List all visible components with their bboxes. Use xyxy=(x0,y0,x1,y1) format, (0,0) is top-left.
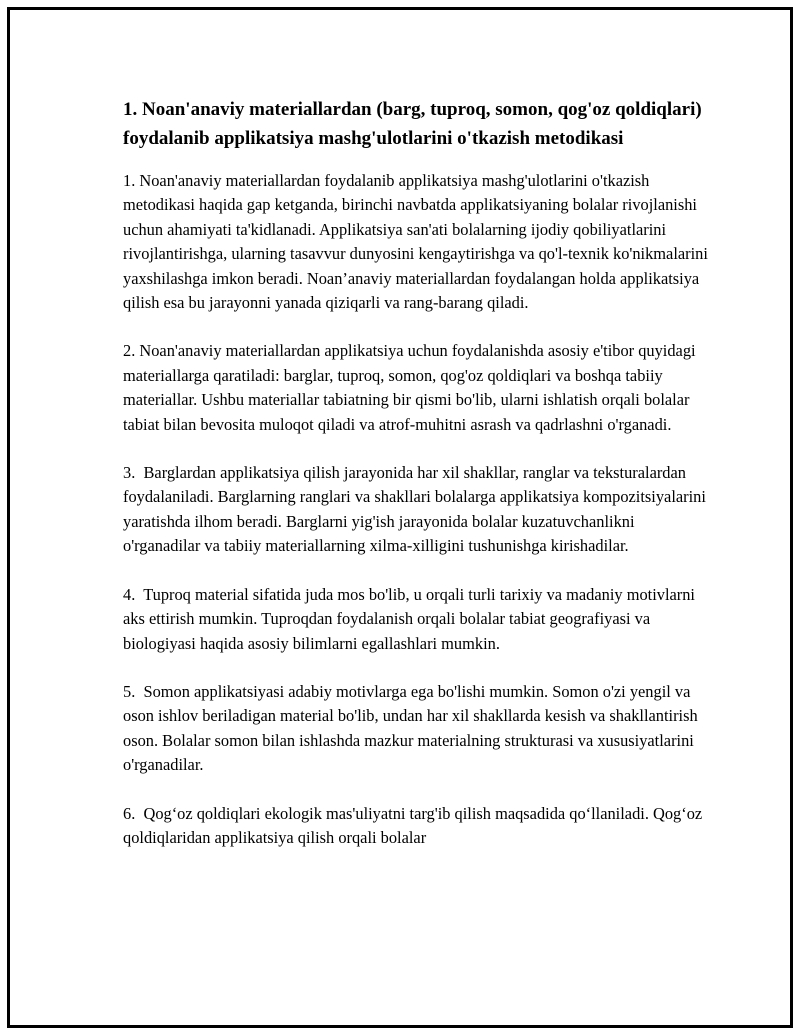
paragraph-5: 5. Somon applikatsiyasi adabiy motivlarga ega bo'lishi mumkin. Somon o'zi yengil va oson ishlov beriladigan material bo'lib, undan har xil shakllarda kesish va shakllantirish oson. Bolalar somon bilan ishlashda mazkur materialning strukturasi va xususiyatlarini o'rganadilar. xyxy=(123,681,702,775)
paragraph-6: 6. Qog‘oz qoldiqlari ekologik mas'uliyatni targ'ib qilish maqsadida qo‘llaniladi. Qog‘oz qoldiqlaridan applikatsiya qilish orqali bolalar xyxy=(123,803,707,847)
paragraph-4: 4. Tuproq material sifatida juda mos bo'lib, u orqali turli tarixiy va madaniy motivlarni aks ettirish mumkin. Tuproqdan foydalanish orqali bolalar tabiat geografiyasi va biologiyasi haqida asosiy bilimlarni egallashlari mumkin. xyxy=(123,584,700,653)
document-body xyxy=(123,95,713,874)
paragraph-1: 1. Noan'anaviy materiallardan foydalanib applikatsiya mashg'ulotlarini o'tkazish metodikasi haqida gap ketganda, birinchi navbatda applikatsiyaning bolalar rivojlanishi uchun ahamiyati ta'kidlanadi. Applikatsiya san'ati bolalarning ijodiy qobiliyatlarini rivojlantirishga, ularning tasavvur dunyosini kengaytirishga va qo'l-texnik ko'nikmalarini yaxshilashga imkon beradi. Noan’anaviy materiallardan foydalangan holda applikatsiya qilish esa bu jarayonni yanada qiziqarli va rang-barang qiladi. xyxy=(123,171,713,313)
paragraph-3: 3. Barglardan applikatsiya qilish jarayonida har xil shakllar, ranglar va teksturalardan foydalaniladi. Barglarning ranglari va shakllari bolalarga applikatsiya kompozitsiyalarini yaratishda ilhom beradi. Barglarni yig'ish jarayonida bolalar kuzatuvchanlikni o'rganadilar va tabiiy materiallarning xilma-xilligini tushunishga kirishadilar. xyxy=(123,463,711,556)
page-frame xyxy=(7,7,793,1028)
document-title: 1. Noan'anaviy materiallardan (barg, tuproq, somon, qog'oz qoldiqlari) foydalanib applikatsiya mashg'ulotlarini o'tkazish metodikasi xyxy=(123,99,702,149)
paragraph-2: 2. Noan'anaviy materiallardan applikatsiya uchun foydalanishda asosiy e'tibor quyidagi materiallarga qaratiladi: barglar, tuproq, somon, qog'oz qoldiqlari va boshqa tabiiy materiallar. Ushbu materiallar tabiatning bir qismi bo'lib, ularni ishlatish orqali bolalar tabiat bilan bevosita muloqot qiladi va atrof-muhitni asrash va qadrlashni o'rganadi. xyxy=(123,341,700,434)
